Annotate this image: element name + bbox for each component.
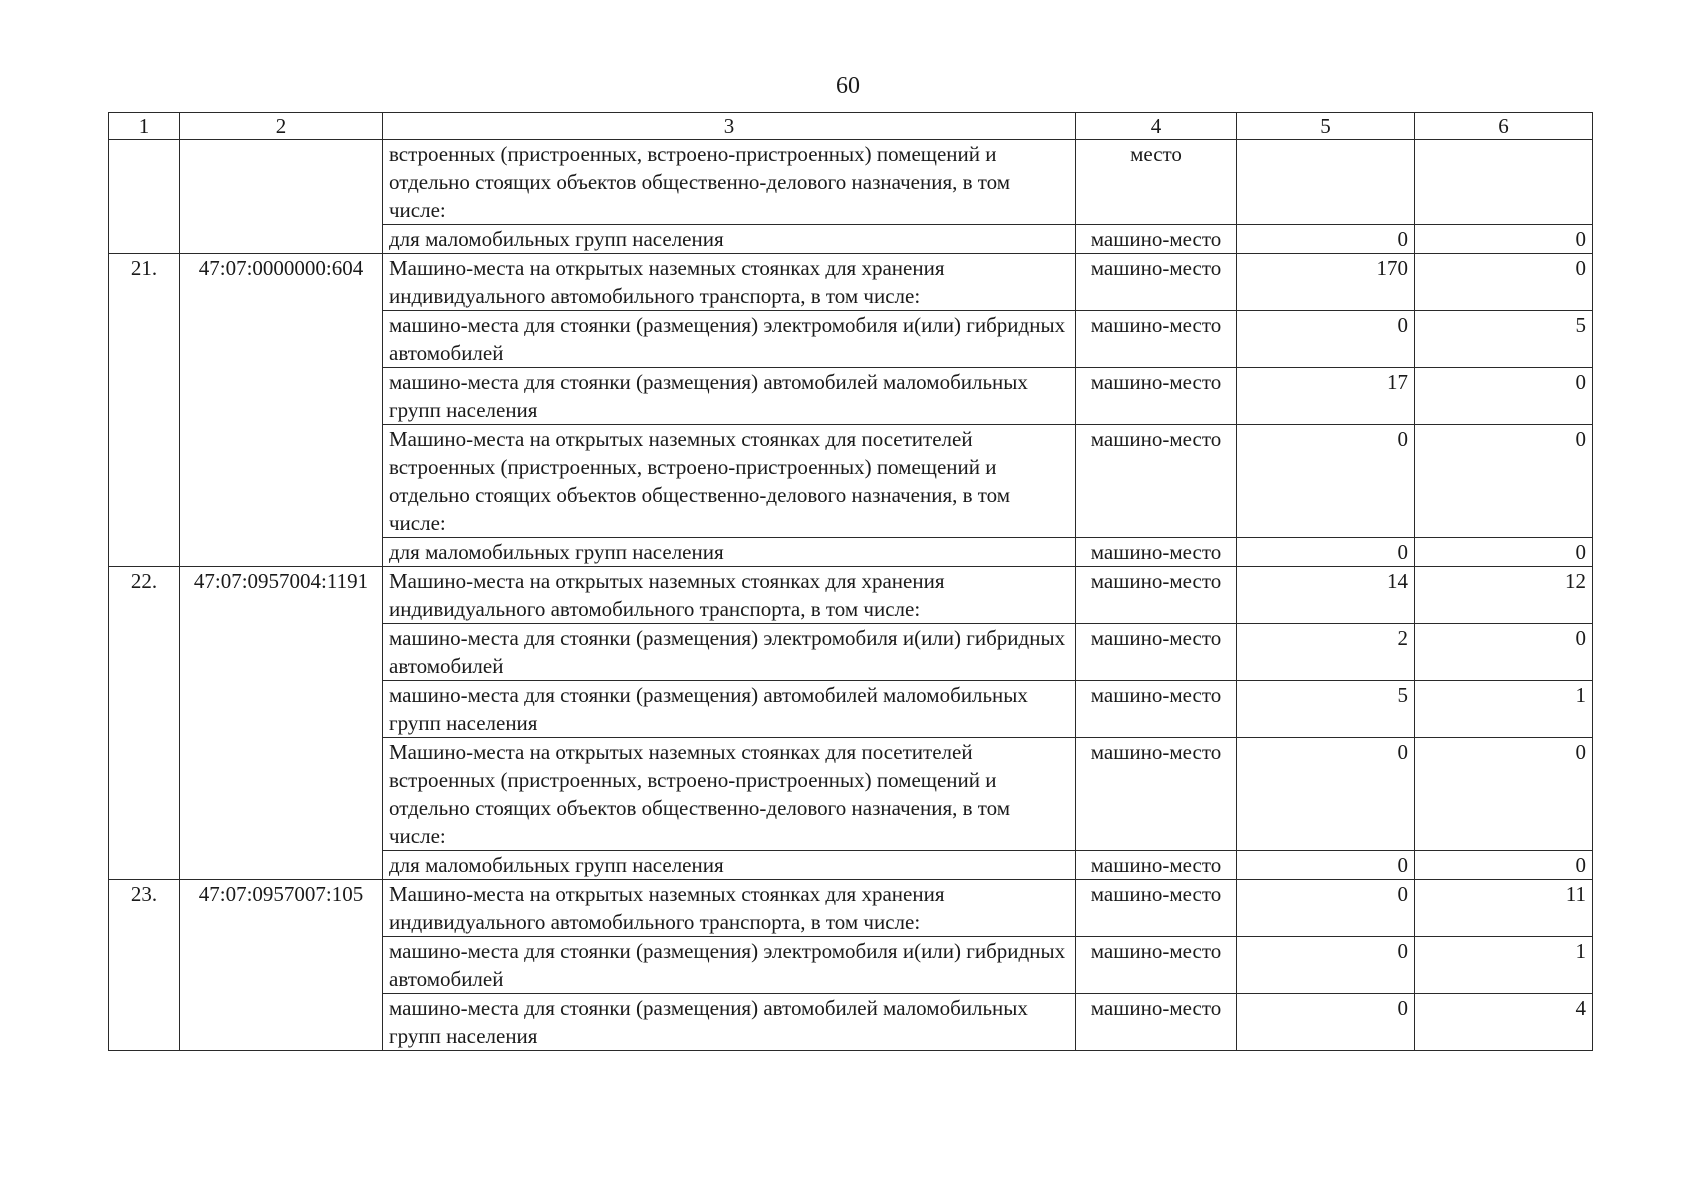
- cell-value-col5: 0: [1237, 311, 1415, 368]
- cell-unit: машино-место: [1076, 538, 1237, 567]
- cell-unit: место: [1076, 140, 1237, 225]
- cell-value-col5: 0: [1237, 937, 1415, 994]
- table-header: [109, 113, 1593, 140]
- cell-item-number: 22.: [109, 567, 180, 880]
- table-row: [109, 880, 1593, 937]
- table-body: [109, 140, 1593, 1051]
- cell-value-col6: 0: [1415, 254, 1593, 311]
- header-col-5: 5: [1237, 113, 1415, 140]
- cell-value-col5: 0: [1237, 880, 1415, 937]
- cell-item-number: 21.: [109, 254, 180, 567]
- cell-unit: машино-место: [1076, 425, 1237, 538]
- cell-description: машино-места для стоянки (размещения) электромобиля и(или) гибридных автомобилей: [383, 624, 1076, 681]
- parking-table: [108, 112, 1593, 1051]
- cell-cadastral-number: 47:07:0957004:1191: [180, 567, 383, 880]
- header-col-3: 3: [383, 113, 1076, 140]
- cell-value-col5: 17: [1237, 368, 1415, 425]
- cell-item-number: [109, 140, 180, 254]
- cell-value-col6: 1: [1415, 681, 1593, 738]
- cell-description: Машино-места на открытых наземных стоянках для хранения индивидуального автомобильного транспорта, в том числе:: [383, 254, 1076, 311]
- cell-unit: машино-место: [1076, 851, 1237, 880]
- cell-unit: машино-место: [1076, 880, 1237, 937]
- cell-value-col6: 0: [1415, 225, 1593, 254]
- cell-cadastral-number: 47:07:0000000:604: [180, 254, 383, 567]
- cell-description: машино-места для стоянки (размещения) электромобиля и(или) гибридных автомобилей: [383, 311, 1076, 368]
- cell-value-col5: 170: [1237, 254, 1415, 311]
- cell-description: Машино-места на открытых наземных стоянках для посетителей встроенных (пристроенных, встроено-пристроенных) помещений и отдельно стоящих объектов общественно-делового назначения, в том числе:: [383, 738, 1076, 851]
- header-col-4: 4: [1076, 113, 1237, 140]
- cell-unit: машино-место: [1076, 738, 1237, 851]
- cell-unit: машино-место: [1076, 624, 1237, 681]
- cell-description: Машино-места на открытых наземных стоянках для посетителей встроенных (пристроенных, встроено-пристроенных) помещений и отдельно стоящих объектов общественно-делового назначения, в том числе:: [383, 425, 1076, 538]
- cell-item-number: 23.: [109, 880, 180, 1051]
- cell-description: для маломобильных групп населения: [383, 851, 1076, 880]
- cell-value-col6: 0: [1415, 624, 1593, 681]
- cell-unit: машино-место: [1076, 567, 1237, 624]
- cell-value-col6: 0: [1415, 738, 1593, 851]
- cell-cadastral-number: 47:07:0957007:105: [180, 880, 383, 1051]
- cell-value-col6: 1: [1415, 937, 1593, 994]
- cell-description: машино-места для стоянки (размещения) автомобилей маломобильных групп населения: [383, 681, 1076, 738]
- cell-value-col6: 0: [1415, 425, 1593, 538]
- cell-value-col5: 2: [1237, 624, 1415, 681]
- cell-description: для маломобильных групп населения: [383, 225, 1076, 254]
- header-col-1: 1: [109, 113, 180, 140]
- cell-value-col5: 0: [1237, 738, 1415, 851]
- header-col-2: 2: [180, 113, 383, 140]
- cell-value-col5: 14: [1237, 567, 1415, 624]
- cell-value-col6: 11: [1415, 880, 1593, 937]
- table-row: [109, 567, 1593, 624]
- cell-description: Машино-места на открытых наземных стоянках для хранения индивидуального автомобильного транспорта, в том числе:: [383, 880, 1076, 937]
- page-number: 60: [836, 73, 860, 99]
- cell-unit: машино-место: [1076, 994, 1237, 1051]
- cell-value-col6: 12: [1415, 567, 1593, 624]
- cell-value-col6: 0: [1415, 538, 1593, 567]
- cell-value-col5: 0: [1237, 225, 1415, 254]
- cell-value-col5: [1237, 140, 1415, 225]
- cell-unit: машино-место: [1076, 254, 1237, 311]
- cell-value-col6: 5: [1415, 311, 1593, 368]
- cell-value-col5: 5: [1237, 681, 1415, 738]
- cell-description: Машино-места на открытых наземных стоянках для хранения индивидуального автомобильного транспорта, в том числе:: [383, 567, 1076, 624]
- cell-description: встроенных (пристроенных, встроено-пристроенных) помещений и отдельно стоящих объектов общественно-делового назначения, в том числе:: [383, 140, 1076, 225]
- cell-value-col5: 0: [1237, 538, 1415, 567]
- cell-value-col6: 4: [1415, 994, 1593, 1051]
- cell-description: машино-места для стоянки (размещения) электромобиля и(или) гибридных автомобилей: [383, 937, 1076, 994]
- cell-unit: машино-место: [1076, 311, 1237, 368]
- header-col-6: 6: [1415, 113, 1593, 140]
- cell-unit: машино-место: [1076, 937, 1237, 994]
- cell-description: машино-места для стоянки (размещения) автомобилей маломобильных групп населения: [383, 994, 1076, 1051]
- cell-value-col6: [1415, 140, 1593, 225]
- cell-value-col6: 0: [1415, 368, 1593, 425]
- cell-value-col5: 0: [1237, 994, 1415, 1051]
- table-row: [109, 140, 1593, 225]
- cell-description: машино-места для стоянки (размещения) автомобилей маломобильных групп населения: [383, 368, 1076, 425]
- table-row: [109, 254, 1593, 311]
- cell-unit: машино-место: [1076, 681, 1237, 738]
- cell-unit: машино-место: [1076, 225, 1237, 254]
- cell-unit: машино-место: [1076, 368, 1237, 425]
- cell-value-col5: 0: [1237, 851, 1415, 880]
- cell-value-col5: 0: [1237, 425, 1415, 538]
- header-row: [109, 113, 1593, 140]
- cell-description: для маломобильных групп населения: [383, 538, 1076, 567]
- cell-value-col6: 0: [1415, 851, 1593, 880]
- cell-cadastral-number: [180, 140, 383, 254]
